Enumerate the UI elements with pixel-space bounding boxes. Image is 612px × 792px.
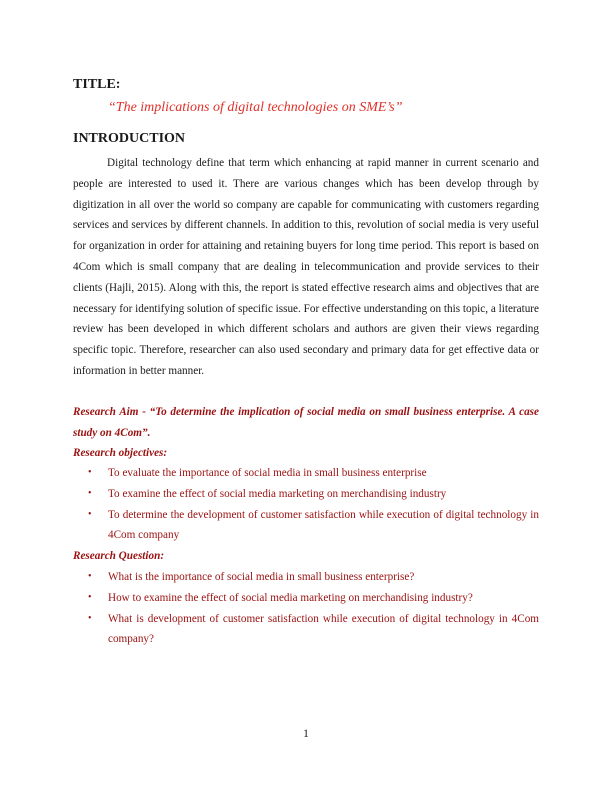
page-number: 1 [303,728,309,740]
introduction-heading: INTRODUCTION [73,131,186,146]
research-aim: Research Aim - “To determine the implication of social media on small business enterprise. A case study on 4Com”. [73,406,539,439]
objective-text: To evaluate the importance of social media in small business enterprise [108,467,427,479]
introduction-paragraph: Digital technology define that term which enhancing at rapid manner in current scenario and people are interested to used it. There are various changes which has been develop through by digitization in all over the world so company are capable for communicating with customers regarding services and services by different channels. In addition to this, revolution of social media is very useful for organization in order for attaining and retaining buyers for long time period. This report is based on 4Com which is small company that are dealing in telecommunication and provide services to their clients (Hajli, 2015). Along with this, the report is stated effective research aims and objectives that are necessary for identifying solution of specific issue. For effective understanding on this topic, a literature review has been developed in which different scholars and authors are given their views regarding specific topic. Therefore, researcher can also used secondary and primary data for get effective data or information in better manner. [73,157,539,377]
objective-text: To examine the effect of social media marketing on merchandising industry [108,487,447,500]
bullet-icon: • [88,591,92,603]
bullet-icon: • [88,508,92,520]
list-item [73,609,539,651]
bullet-icon: • [88,467,92,478]
bullet-icon: • [88,612,92,624]
objectives-heading: Research objectives: [73,447,168,459]
question-text: How to examine the effect of social media marketing on merchandising industry? [108,591,473,604]
document-title: “The implications of digital technologies on SME’s” [108,100,403,115]
title-label: TITLE: [73,77,121,92]
list-item [73,567,539,588]
list-item [73,588,539,609]
questions-list [73,567,539,650]
bullet-icon: • [88,571,92,582]
question-text: What is development of customer satisfaction while execution of digital technology in 4Com company? [108,612,539,646]
question-text: What is the importance of social media in small business enterprise? [108,571,415,583]
list-item [73,463,539,484]
objectives-list [73,463,539,546]
list-item [73,484,539,505]
list-item [73,505,539,547]
question-heading: Research Question: [73,550,165,562]
objective-text: To determine the development of customer satisfaction while execution of digital technology in 4Com company [108,508,539,542]
bullet-icon: • [88,487,92,499]
